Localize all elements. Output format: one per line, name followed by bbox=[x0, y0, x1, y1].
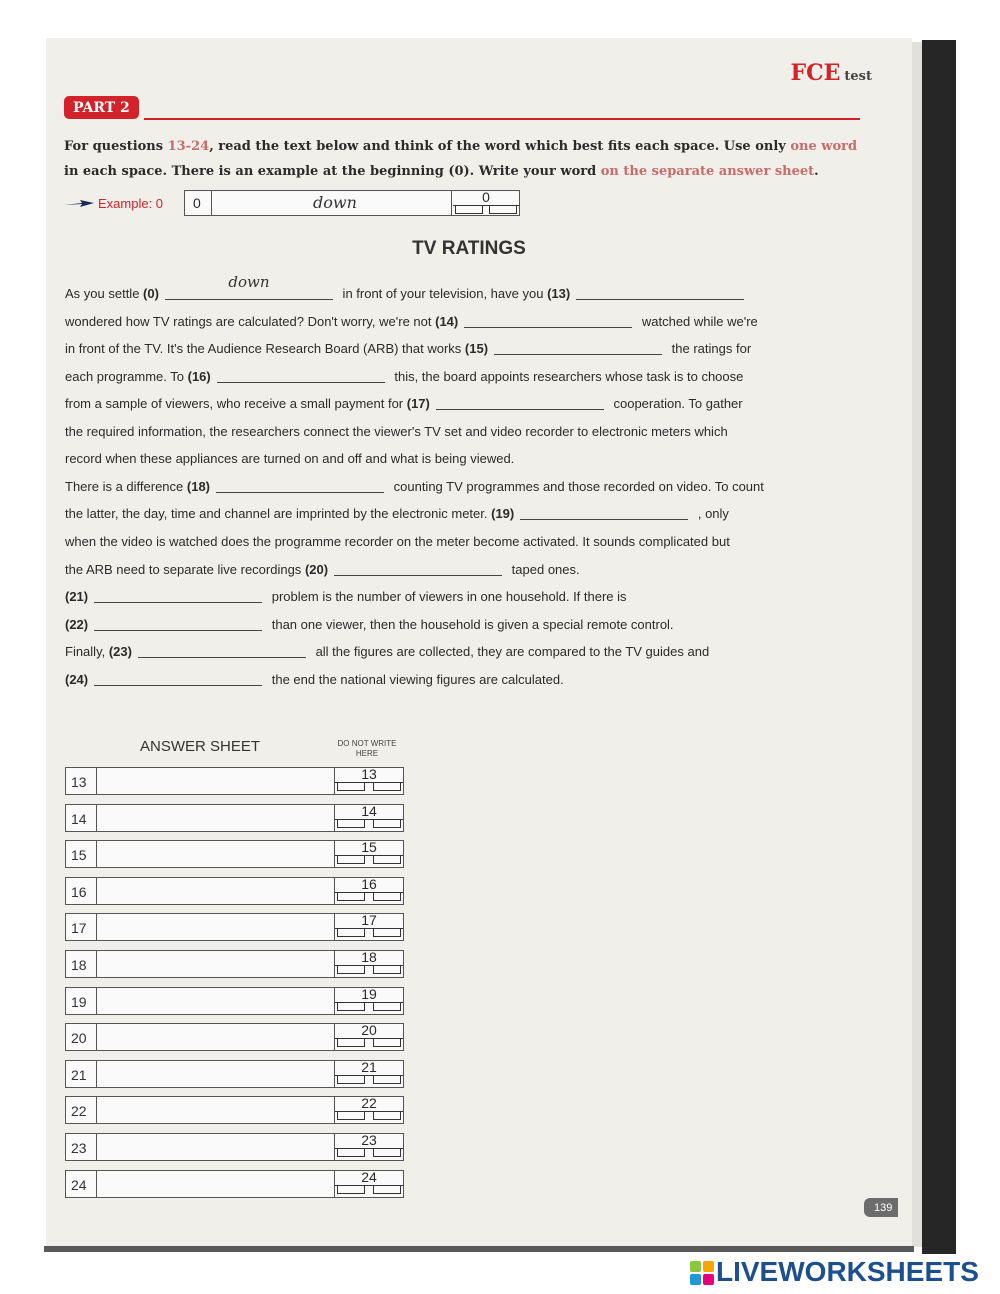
example-row bbox=[64, 190, 544, 216]
code-cell bbox=[489, 206, 517, 214]
answer-code-box bbox=[335, 768, 403, 794]
fce-test-logo bbox=[790, 60, 872, 86]
answer-number: 23 bbox=[71, 1140, 87, 1156]
text: wondered how TV ratings are calculated? Don't worry, we're not bbox=[65, 314, 436, 329]
answer-input-15[interactable] bbox=[98, 842, 336, 868]
text: the ARB need to separate live recordings bbox=[65, 562, 305, 577]
gap-24[interactable] bbox=[94, 673, 262, 686]
example-code-box bbox=[453, 191, 519, 215]
answer-divider bbox=[96, 1171, 97, 1197]
gap-19[interactable] bbox=[520, 507, 688, 520]
answer-divider bbox=[96, 1061, 97, 1087]
passage-line bbox=[65, 617, 674, 632]
code-cell bbox=[337, 783, 365, 791]
passage-line bbox=[65, 589, 627, 604]
gap-number: (18) bbox=[186, 479, 211, 494]
text: , only bbox=[694, 506, 729, 521]
code-cell bbox=[373, 966, 401, 974]
answer-code: 24 bbox=[361, 1168, 377, 1185]
instr-text: . bbox=[814, 164, 819, 179]
passage-line: the required information, the researchers connect the viewer's TV set and video recorder to electronic meters which bbox=[65, 424, 728, 439]
gap-number: (13) bbox=[547, 286, 571, 301]
instr-highlight: one word bbox=[790, 139, 858, 154]
answer-divider bbox=[96, 988, 97, 1014]
answer-input-18[interactable] bbox=[98, 952, 336, 978]
code-cell bbox=[337, 1112, 365, 1120]
gap-13[interactable] bbox=[576, 287, 744, 300]
header-rule bbox=[144, 118, 860, 120]
text: from a sample of viewers, who receive a small payment for bbox=[65, 396, 407, 411]
text: in front of your television, have you bbox=[338, 286, 548, 301]
instr-range: 13-24 bbox=[167, 139, 210, 154]
example-code: 0 bbox=[482, 189, 490, 205]
page-bottom-edge bbox=[44, 1246, 914, 1252]
liveworksheets-icon bbox=[690, 1261, 714, 1285]
answer-code: 13 bbox=[361, 766, 377, 782]
gap-number: (0) bbox=[143, 286, 159, 301]
text: There is a difference bbox=[65, 479, 187, 494]
text: As you settle bbox=[65, 286, 144, 301]
text: counting TV programmes and those recorded on video. To count bbox=[390, 479, 764, 494]
text: cooperation. To gather bbox=[609, 396, 743, 411]
answer-number: 24 bbox=[71, 1176, 87, 1193]
gap-number: (21) bbox=[65, 589, 89, 604]
gap-16[interactable] bbox=[217, 370, 385, 383]
answer-code-box bbox=[335, 1024, 403, 1050]
code-cell bbox=[373, 1149, 401, 1157]
answer-input-22[interactable] bbox=[98, 1098, 336, 1124]
answer-row bbox=[65, 1133, 404, 1161]
gap-number: (22) bbox=[65, 617, 89, 632]
answer-number: 13 bbox=[71, 774, 87, 790]
do-not-write-text: DO NOT WRITE bbox=[337, 739, 397, 748]
answer-divider bbox=[96, 914, 97, 940]
gap-number: (19) bbox=[491, 506, 515, 521]
answer-number: 15 bbox=[71, 847, 87, 864]
code-cell bbox=[337, 1003, 365, 1011]
code-cell bbox=[373, 1112, 401, 1120]
gap-23[interactable] bbox=[138, 645, 306, 658]
answer-code: 20 bbox=[361, 1022, 377, 1039]
text: problem is the number of viewers in one household. If there is bbox=[268, 589, 627, 604]
answer-code: 21 bbox=[361, 1058, 377, 1075]
answer-input-24[interactable] bbox=[98, 1172, 336, 1198]
code-cell bbox=[373, 783, 401, 791]
answer-row bbox=[65, 1096, 404, 1124]
answer-row bbox=[65, 1060, 404, 1088]
instr-text: For questions bbox=[64, 139, 168, 154]
answer-code-box bbox=[335, 914, 403, 940]
code-cell bbox=[337, 1149, 365, 1157]
answer-row bbox=[65, 913, 404, 941]
answer-row bbox=[65, 767, 404, 795]
answer-input-23[interactable] bbox=[98, 1135, 336, 1161]
gap-number: (23) bbox=[108, 644, 132, 659]
text: watched while we're bbox=[638, 314, 758, 329]
gap-number: (14) bbox=[435, 314, 459, 329]
code-cell bbox=[373, 1003, 401, 1011]
gap-number: (24) bbox=[65, 672, 89, 687]
liveworksheets-text: LIVEWORKSHEETS bbox=[716, 1256, 979, 1287]
passage-line bbox=[65, 506, 729, 521]
code-cell bbox=[337, 1076, 365, 1084]
passage-line bbox=[65, 341, 751, 356]
gap-number: (20) bbox=[304, 562, 329, 577]
answer-row bbox=[65, 877, 404, 905]
test-label: test bbox=[844, 69, 872, 84]
code-cell bbox=[455, 206, 483, 214]
passage-line bbox=[65, 396, 743, 411]
text: the ratings for bbox=[668, 341, 752, 356]
answer-code: 19 bbox=[361, 985, 377, 1002]
example-box bbox=[184, 190, 520, 216]
text: Finally, bbox=[65, 644, 109, 659]
answer-row bbox=[65, 840, 404, 868]
text: all the figures are collected, they are compared to the TV guides and bbox=[311, 644, 710, 659]
answer-code-box bbox=[335, 985, 403, 1014]
text: each programme. To bbox=[65, 369, 188, 384]
code-cell bbox=[373, 820, 401, 828]
book-spine bbox=[922, 40, 956, 1254]
do-not-write-label bbox=[332, 739, 402, 759]
code-cell bbox=[337, 820, 365, 828]
answer-divider bbox=[96, 1134, 97, 1160]
answer-code-box bbox=[335, 1058, 403, 1087]
code-cell bbox=[337, 929, 365, 937]
gap-17[interactable] bbox=[436, 397, 604, 410]
instructions bbox=[64, 134, 874, 184]
answer-code: 22 bbox=[361, 1095, 377, 1112]
text: taped ones. bbox=[508, 562, 580, 577]
text: in front of the TV. It's the Audience Research Board (ARB) that works bbox=[65, 341, 465, 356]
example-number: 0 bbox=[193, 195, 201, 211]
example-word: down bbox=[313, 193, 357, 212]
page-number: 139 bbox=[864, 1198, 898, 1217]
gap-0 bbox=[165, 273, 333, 300]
answer-row bbox=[65, 987, 404, 1015]
passage-line: record when these appliances are turned on and off and what is being viewed. bbox=[65, 451, 515, 466]
passage-line bbox=[65, 644, 709, 659]
text: the end the national viewing figures are calculated. bbox=[268, 672, 564, 687]
answer-input-14[interactable] bbox=[98, 806, 336, 832]
code-cell bbox=[373, 893, 401, 901]
code-cell bbox=[373, 1039, 401, 1047]
answer-code: 16 bbox=[361, 875, 377, 892]
answer-input-16[interactable] bbox=[98, 879, 336, 905]
answer-sheet-title: ANSWER SHEET bbox=[140, 738, 261, 755]
answer-code-box bbox=[335, 1134, 403, 1160]
answer-code: 18 bbox=[361, 949, 377, 965]
fce-label: FCE bbox=[790, 60, 841, 86]
answer-number: 17 bbox=[71, 920, 87, 937]
answer-number: 21 bbox=[71, 1066, 87, 1083]
answer-input-20[interactable] bbox=[98, 1025, 336, 1051]
liveworksheets-logo bbox=[690, 1256, 990, 1288]
answer-input-17[interactable] bbox=[98, 915, 336, 941]
passage-line: when the video is watched does the programme recorder on the meter become activated. It sounds complicated but bbox=[65, 534, 730, 549]
code-cell bbox=[337, 966, 365, 974]
passage-title: TV RATINGS bbox=[412, 238, 526, 259]
answer-code-box bbox=[335, 875, 403, 904]
answer-divider bbox=[96, 1024, 97, 1050]
passage-line bbox=[65, 314, 758, 329]
answer-code: 14 bbox=[361, 802, 377, 819]
code-cell bbox=[337, 1186, 365, 1194]
arrow-icon bbox=[64, 198, 94, 208]
gap-0-answer: down bbox=[228, 273, 270, 291]
answer-row bbox=[65, 1170, 404, 1198]
worksheet-page bbox=[46, 38, 912, 1250]
code-cell bbox=[373, 1076, 401, 1084]
answer-number: 14 bbox=[71, 810, 87, 827]
gap-22[interactable] bbox=[94, 618, 262, 631]
part-badge: PART 2 bbox=[64, 96, 139, 119]
answer-number: 22 bbox=[71, 1103, 87, 1120]
gap-21[interactable] bbox=[94, 590, 262, 603]
answer-row bbox=[65, 804, 404, 832]
answer-divider bbox=[96, 805, 97, 831]
text: the latter, the day, time and channel are imprinted by the electronic meter. bbox=[65, 506, 492, 521]
code-cell bbox=[373, 1186, 401, 1194]
answer-divider bbox=[96, 1097, 97, 1123]
answer-code: 17 bbox=[361, 912, 377, 929]
gap-number: (15) bbox=[464, 341, 489, 356]
answer-code-box bbox=[335, 841, 403, 867]
answer-code-box bbox=[335, 1097, 403, 1123]
passage-line bbox=[65, 479, 764, 494]
answer-number: 16 bbox=[71, 883, 87, 900]
code-cell bbox=[373, 856, 401, 864]
text: than one viewer, then the household is given a special remote control. bbox=[268, 617, 674, 632]
here-text: HERE bbox=[355, 749, 379, 758]
gap-number: (16) bbox=[187, 369, 211, 384]
example-label: Example: 0 bbox=[98, 196, 164, 211]
passage-line bbox=[65, 672, 564, 687]
answer-code: 23 bbox=[361, 1132, 377, 1148]
gap-number: (17) bbox=[406, 396, 430, 411]
gap-18[interactable] bbox=[216, 480, 384, 493]
answer-number: 19 bbox=[71, 993, 87, 1010]
answer-row bbox=[65, 1023, 404, 1051]
answer-divider bbox=[96, 951, 97, 977]
answer-code-box bbox=[335, 1168, 403, 1197]
gap-20[interactable] bbox=[334, 563, 502, 576]
code-cell bbox=[337, 856, 365, 864]
answer-input-19[interactable] bbox=[98, 989, 336, 1015]
passage-line bbox=[65, 369, 743, 384]
answer-divider bbox=[96, 878, 97, 904]
instr-text: , read the text below and think of the word which best fits each space. Use only bbox=[209, 139, 791, 154]
example-divider bbox=[211, 191, 212, 215]
answer-divider bbox=[96, 841, 97, 867]
passage-line bbox=[65, 562, 580, 577]
text: this, the board appoints researchers whose task is to choose bbox=[390, 369, 744, 384]
answer-code: 15 bbox=[361, 839, 377, 856]
answer-input-21[interactable] bbox=[98, 1062, 336, 1088]
answer-row bbox=[65, 950, 404, 978]
answer-number: 18 bbox=[71, 957, 87, 973]
gap-14[interactable] bbox=[464, 315, 632, 328]
answer-input-13[interactable] bbox=[98, 769, 336, 795]
answer-code-box bbox=[335, 951, 403, 977]
passage-line bbox=[65, 273, 750, 301]
code-cell bbox=[337, 893, 365, 901]
answer-code-box bbox=[335, 802, 403, 831]
instr-text: in each space. There is an example at the beginning (0). Write your word bbox=[64, 164, 601, 179]
answer-number: 20 bbox=[71, 1030, 87, 1047]
instr-highlight: on the separate answer sheet bbox=[600, 164, 815, 179]
gap-15[interactable] bbox=[494, 342, 662, 355]
answer-divider bbox=[96, 768, 97, 794]
code-cell bbox=[337, 1039, 365, 1047]
code-cell bbox=[373, 929, 401, 937]
example-divider bbox=[451, 191, 452, 215]
